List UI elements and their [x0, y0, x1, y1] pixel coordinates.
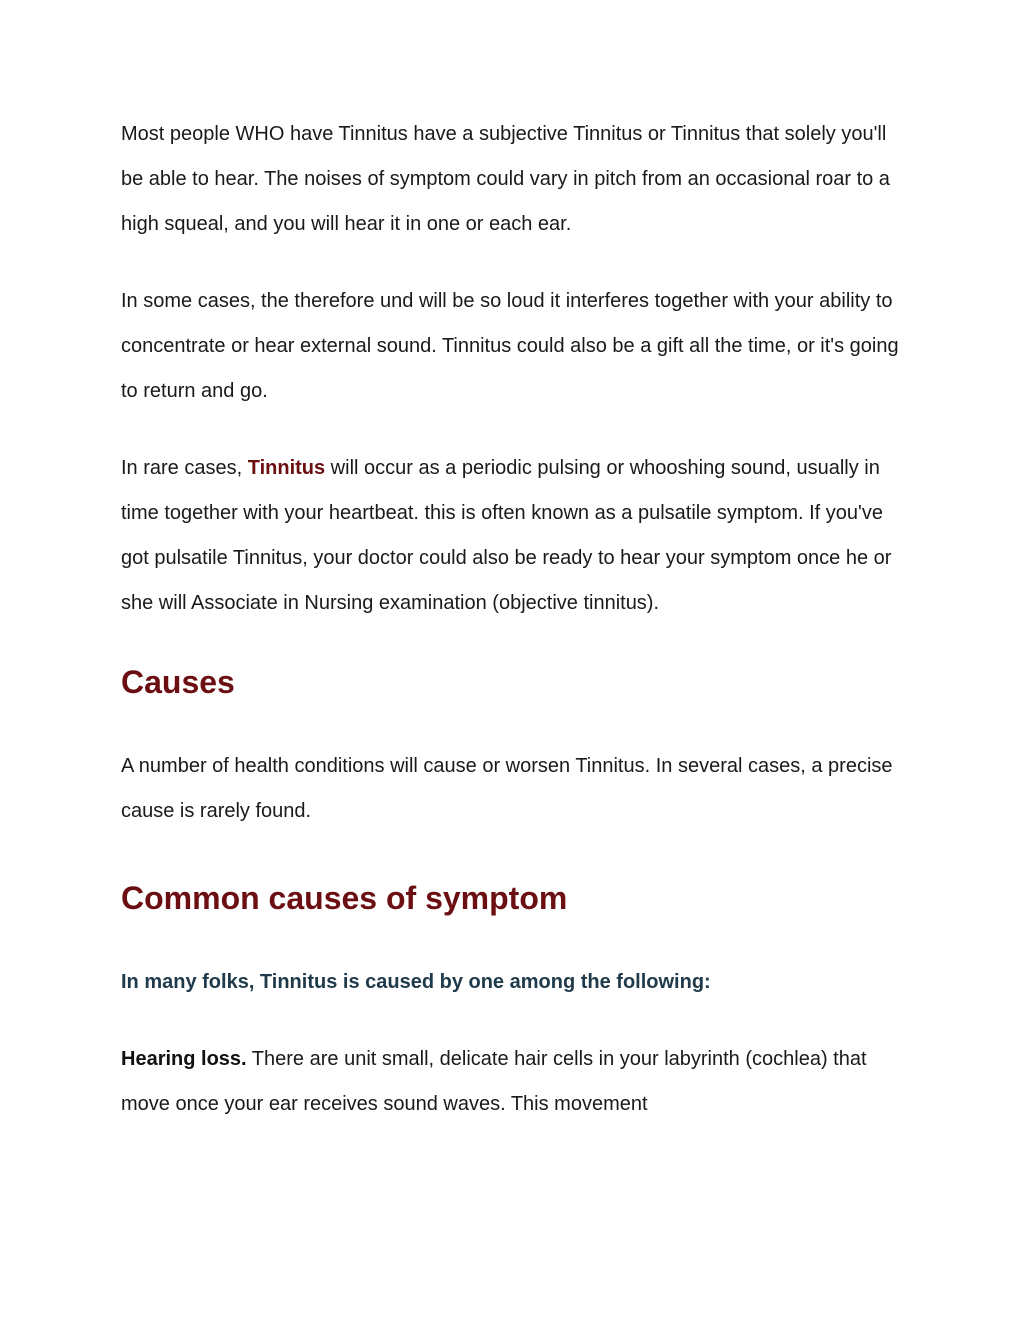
paragraph-pulsatile-tinnitus	[121, 446, 911, 626]
paragraph-text-end: will occur as a periodic pulsing or whooshing sound, usually in time together with your heartbeat. this is often known as a pulsatile symptom. If you've got pulsatile Tinnitus, your doctor could also be ready to hear your symptom once he or she will Associate in Nursing examination (objective tinnitus).	[121, 457, 892, 614]
paragraph-text-start: In rare cases,	[121, 457, 248, 479]
tinnitus-link[interactable]: Tinnitus	[247, 457, 326, 479]
causes-heading: Causes	[121, 664, 235, 700]
hearing-loss-text: There are unit small, delicate hair cells in your labyrinth (cochlea) that move once your ear receives sound waves. This movement	[121, 1048, 867, 1115]
common-causes-heading: Common causes of symptom	[121, 880, 568, 916]
document-body	[121, 112, 911, 1159]
hearing-loss-label: Hearing loss.	[121, 1048, 247, 1070]
paragraph-loud-tinnitus: In some cases, the therefore und will be so loud it interferes together with your ability to concentrate or hear external sound. Tinnitus could also be a gift all the time, or it's going to return and go.	[121, 290, 899, 402]
paragraph-health-conditions: A number of health conditions will cause or worsen Tinnitus. In several cases, a precise cause is rarely found.	[121, 755, 893, 822]
paragraph-subjective-tinnitus: Most people WHO have Tinnitus have a subjective Tinnitus or Tinnitus that solely you'll be able to hear. The noises of symptom could vary in pitch from an occasional roar to a high squeal, and you will hear it in one or each ear.	[121, 123, 890, 235]
paragraph-hearing-loss	[121, 1037, 911, 1127]
causes-subheading: In many folks, Tinnitus is caused by one among the following:	[121, 971, 711, 993]
